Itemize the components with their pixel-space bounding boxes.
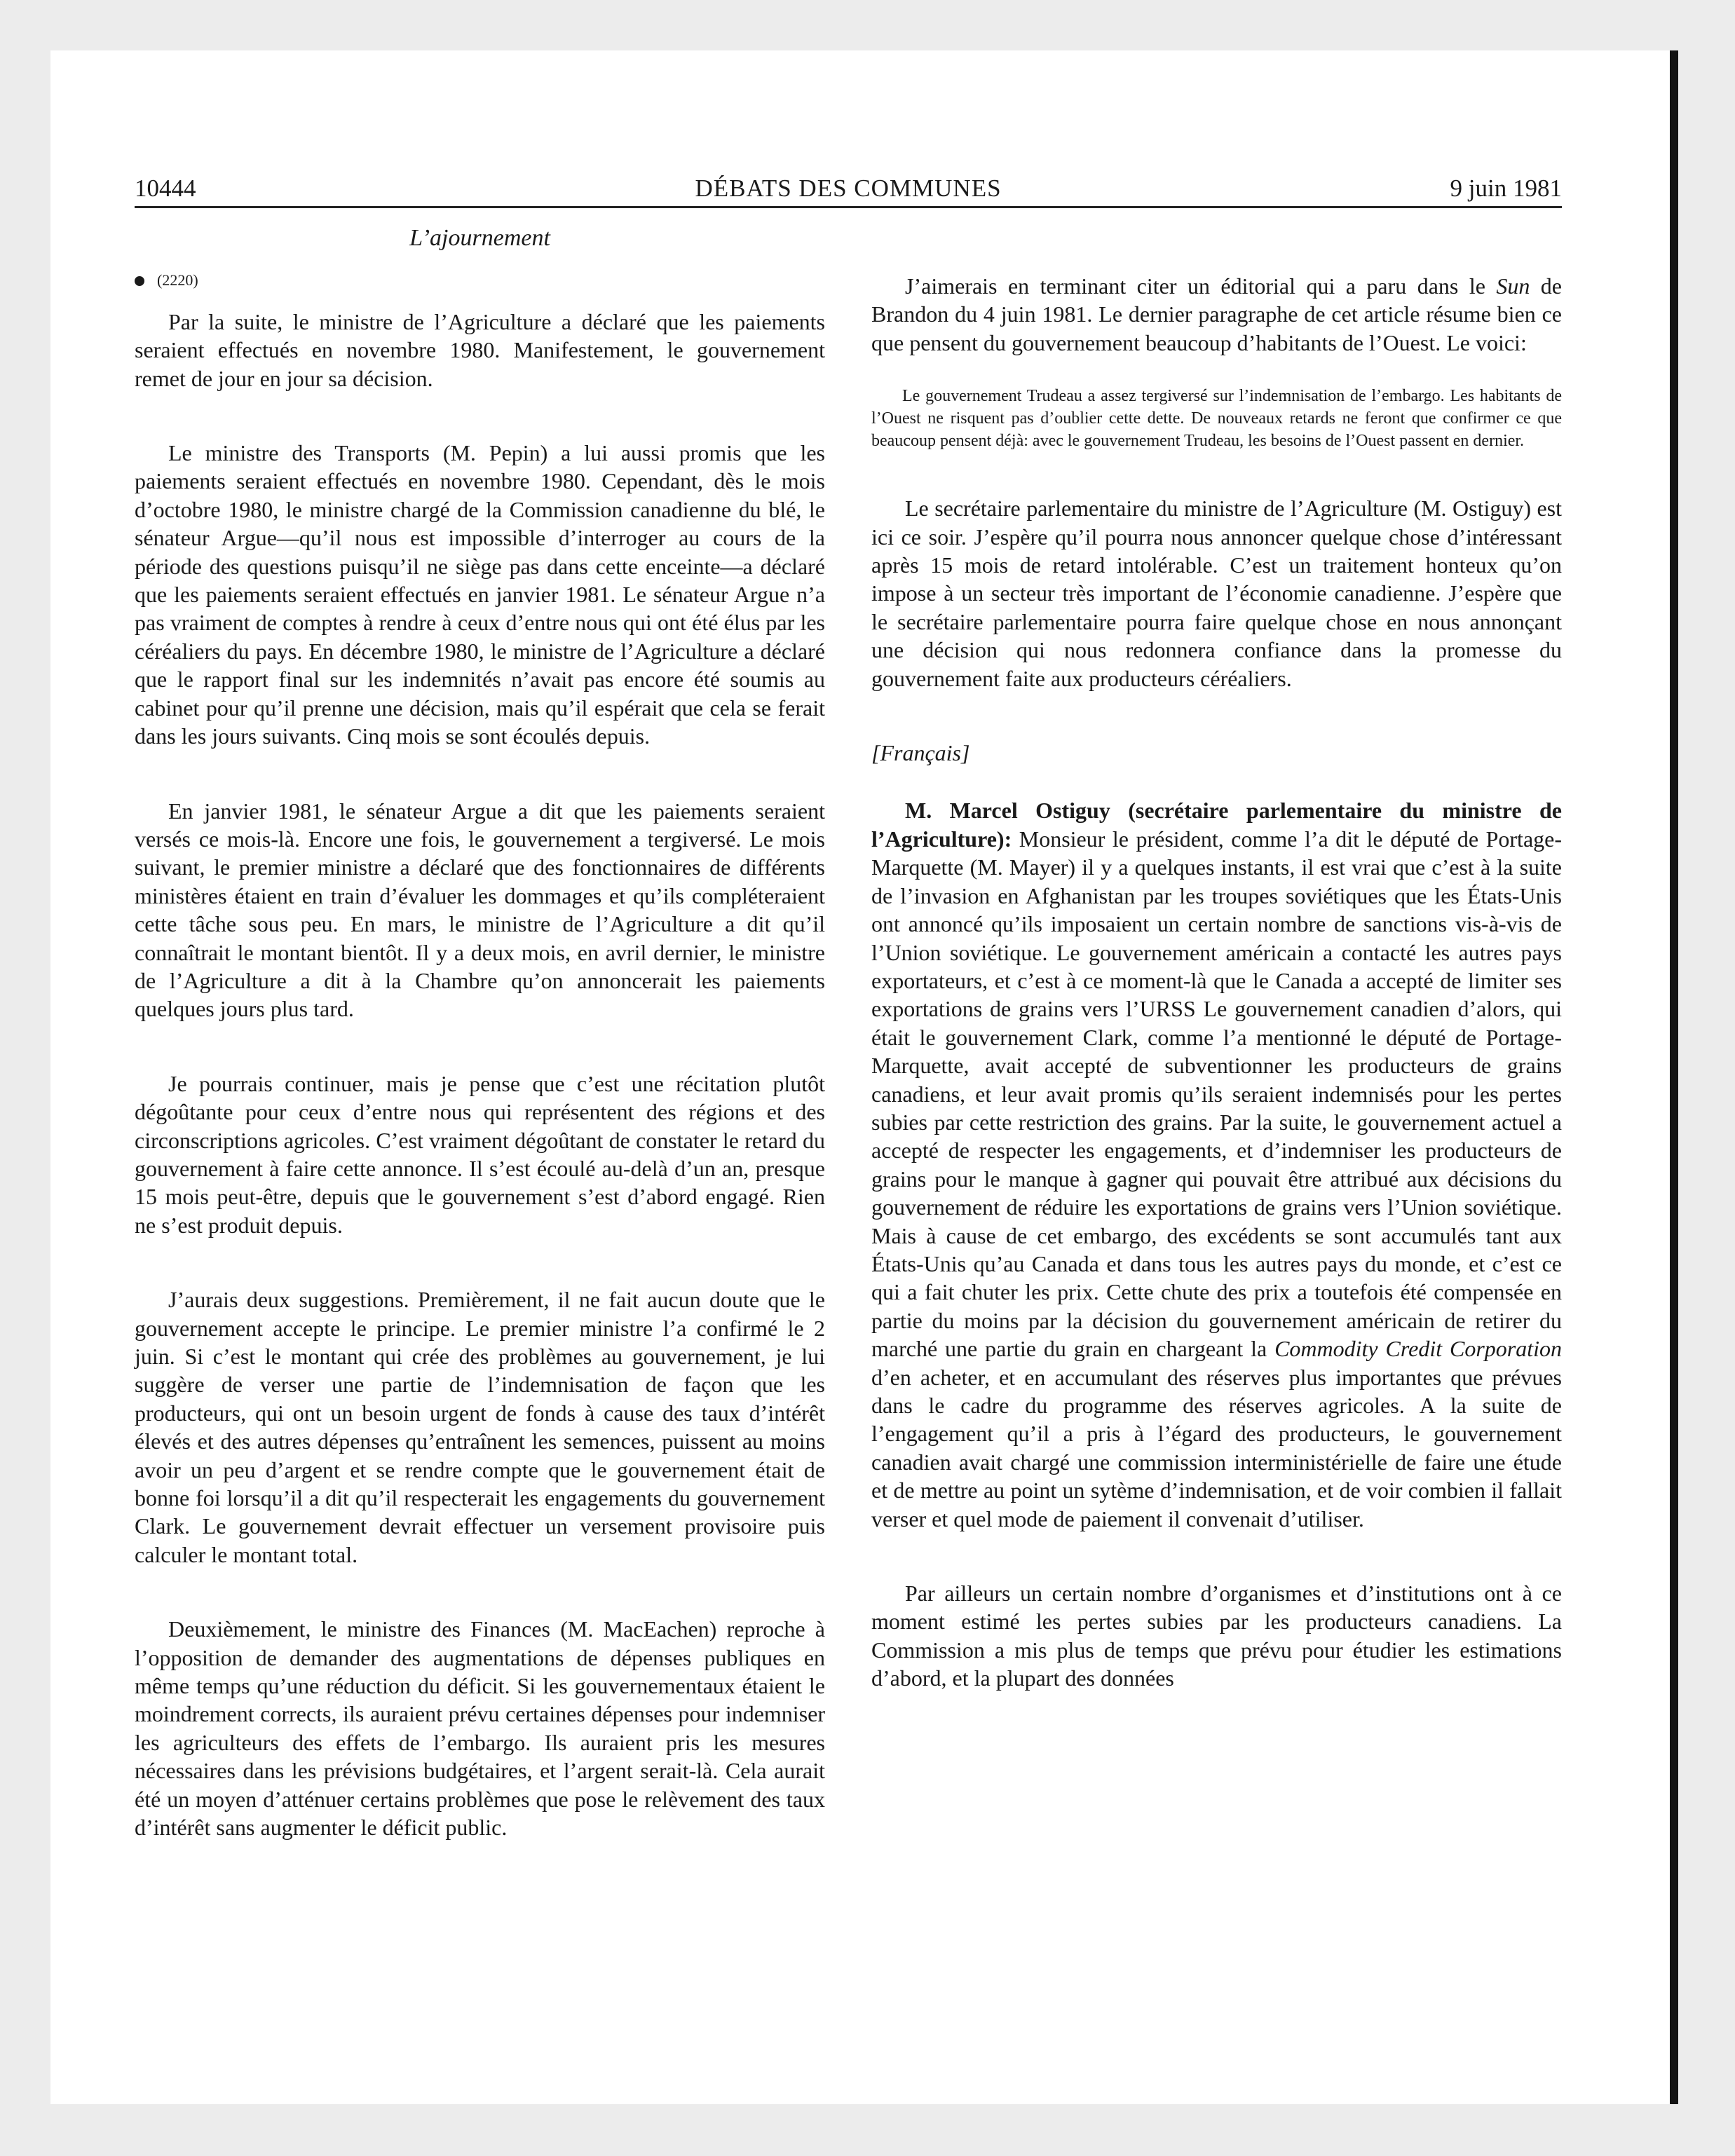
running-head: DÉBATS DES COMMUNES [695,175,1002,202]
editorial-quote: Le gouvernement Trudeau a assez tergiversé sur l’indemnisation de l’embargo. Les habitants de l’Ouest ne risquent pas d’oublier cette dette. De nouveaux retards ne feront que confirmer ce que beaucoup pensent déjà: avec le gouvernement Trudeau, les besoins de l’Ouest passent en dernier. [871,387,1562,451]
right-paragraph-2: Le secrétaire parlementaire du ministre de l’Agriculture (M. Ostiguy) est ici ce soir. J’espère qu’il pourra nous annoncer quelque chose d’intéressant après 15 mois de retard intolérable. C’est un traitement honteux qu’on impose à un secteur très important de l’économie canadienne. J’espère que le secrétaire parlementaire pourra faire quelque chose en nous annonçant une décision qui nous redonnera confiance dans la promesse du gouvernement faite aux producteurs céréaliers. [871,496,1562,691]
timestamp-marker [135,266,825,294]
speech-italic-name: Commodity Credit Corporation [1274,1336,1563,1362]
left-paragraph-2: Le ministre des Transports (M. Pepin) a lui aussi promis que les paiements seraient effectués en novembre 1980. Cependant, dès le mois d’octobre 1980, le ministre chargé de la Commission canadienne du blé, le sénateur Argue—qu’il nous est impossible d’interroger au cours de la période des questions puisqu’il ne siège pas dans cette enceinte—a déclaré que les paiements seraient effectués en janvier 1981. Le sénateur Argue n’a pas vraiment de comptes à rendre à ceux d’entre nous qui ont été élus par les céréaliers du pays. En décembre 1980, le ministre de l’Agriculture a déclaré que le rapport final sur les indemnités n’avait pas encore été soumis au cabinet pour qu’il prenne une décision, mais qu’il espérait que cela se ferait dans les jours suivants. Cinq mois se sont écoulés depuis. [135,440,825,749]
right-paragraph-4: Par ailleurs un certain nombre d’organismes et d’institutions ont à ce moment estimé les pertes subies par les producteurs canadiens. La Commission a mis plus de temps que prévu pour étudier les estimations d’abord, et la plupart des données [871,1581,1562,1691]
scan-edge [1670,50,1678,2104]
bullet-icon [135,276,144,286]
header-date: 9 juin 1981 [1450,175,1562,202]
right-paragraph-1 [871,272,1562,357]
speaker-name: M. Marcel Ostiguy (secrétaire parlementaire du ministre de l’Agriculture): [871,798,1562,852]
left-paragraph-1: Par la suite, le ministre de l’Agriculture a déclaré que les paiements seraient effectués en novembre 1980. Manifestement, le gouvernement remet de jour en jour sa décision. [135,308,825,391]
left-paragraph-4: Je pourrais continuer, mais je pense que c’est une récitation plutôt dégoûtante pour ceux d’entre nous qui représentent des régions et des circonscriptions agricoles. C’est vraiment dégoûtant de constater le retard du gouvernement à faire cette annonce. Il s’est écoulé au-delà d’un an, presque 15 mois peut-être, depuis que le gouvernement s’est d’abord engagé. Rien ne s’est produit depuis. [135,1070,825,1238]
ostiguy-speech [871,796,1562,1533]
left-paragraph-3: En janvier 1981, le sénateur Argue a dit que les paiements seraient versés ce mois-là. Encore une fois, le gouvernement a tergiversé. Le mois suivant, le premier ministre a déclaré que des fonctionnaires de différents ministères étaient en train d’évaluer les dommages et qu’ils compléteraient cette tâche sous peu. En mars, le ministre de l’Agriculture a dit qu’il connaîtrait le montant bientôt. Il y a deux mois, en avril dernier, le ministre de l’Agriculture a dit à la Chambre qu’on annoncerait les paiements quelques jours plus tard. [135,798,825,1022]
speech-part-2: d’en acheter, et en accumulant des réserves plus importantes que prévues dans le cadre du programme des réserves agricoles. A la suite de l’engagement qu’il a pris à l’égard des producteurs, le gouvernement canadien avait chargé une commission interministérielle de faire une étude et de mettre au point un sytème d’indemnisation, et de voir combien il fallait verser et quel mode de paiement il convenait d’utiliser. [871,1364,1562,1531]
right-column [871,224,1562,1721]
left-paragraph-5: J’aurais deux suggestions. Premièrement, il ne fait aucun doute que le gouvernement accepte le principe. Le premier ministre l’a confirmé le 2 juin. Si c’est le montant qui crée des problèmes au gouvernement, je lui suggère de verser une partie de l’indemnisation de façon que les producteurs, qui ont un besoin urgent de fonds à cause des taux d’intérêt élevés et des autres dépenses qu’entraînent les semences, puissent au moins avoir un peu d’argent et se rendre compte que le gouvernement était de bonne foi lorsqu’il a dit qu’il respecterait les engagements du gouvernement Clark. Le gouvernement devrait effectuer un versement provisoire puis calculer le montant total. [135,1287,825,1567]
left-paragraph-6: Deuxièmement, le ministre des Finances (M. MacEachen) reproche à l’opposition de demander des augmentations de dépenses publiques en même temps qu’une réduction du déficit. Si les gouvernementaux étaient le moindrement corrects, ils auraient prévu certaines dépenses pour indemniser les agriculteurs des effets de l’embargo. Ils auraient pris les mesures nécessaires dans les prévisions budgétaires, et l’argent serait-là. Cela aurait été un moyen d’atténuer certains problèmes que pose le relèvement des taux d’intérêt sans augmenter le déficit public. [135,1616,825,1841]
speech-part-1: Monsieur le président, comme l’a dit le député de Portage-Marquette (M. Mayer) il y a quelques instants, il est vrai que c’est à la suite de l’invasion en Afghanistan par les troupes soviétiques que les États-Unis ont annoncé qu’ils imposaient un certain nombre de sanctions vis-à-vis de l’Union soviétique. Le gouvernement américain a contacté les autres pays exportateurs, et c’est à ce moment-là que le Canada a accepté de limiter ses exportations de grains vers l’URSS Le gouvernement canadien d’alors, qui était le gouvernement Clark, comme l’a mentionné le député de Portage-Marquette, avait accepté de subventionner les producteurs de grains canadiens, et leur avait promis qu’ils seraient indemnisés pour les pertes subies par cette restriction des grains. Par la suite, le gouvernement actuel a accepté de respecter les engagements, et d’indemniser les producteurs de grains pour le manque à gagner qui pouvait être attribué aux décisions du gouvernement de réduire les exportations de grains vers l’Union soviétique. Mais à cause de cet embargo, des excédents se sont accumulés tant aux États-Unis qu’au Canada et dans tous les autres pays du monde, et c’est ce qui a fait chuter les prix. Cette chute des prix a toutefois été compensée en partie du moins par la décision du gouvernement américain de retirer du marché une partie du grain en chargeant la [871,826,1562,1362]
right-paragraph-1-end: de Brandon du 4 juin 1981. Le dernier paragraphe de cet article résume bien ce que pensent du gouvernement beaucoup d’habitants de l’Ouest. Le voici: [871,273,1563,355]
page-header [135,172,1562,208]
left-column [135,224,825,1870]
right-paragraph-1-start: J’aimerais en terminant citer un éditorial qui a paru dans le [905,273,1497,299]
language-label: [Français] [871,740,970,766]
timestamp-text: (2220) [157,271,198,289]
section-title: L’ajournement [409,225,550,251]
page-number: 10444 [135,175,196,202]
newspaper-name: Sun [1496,273,1530,299]
